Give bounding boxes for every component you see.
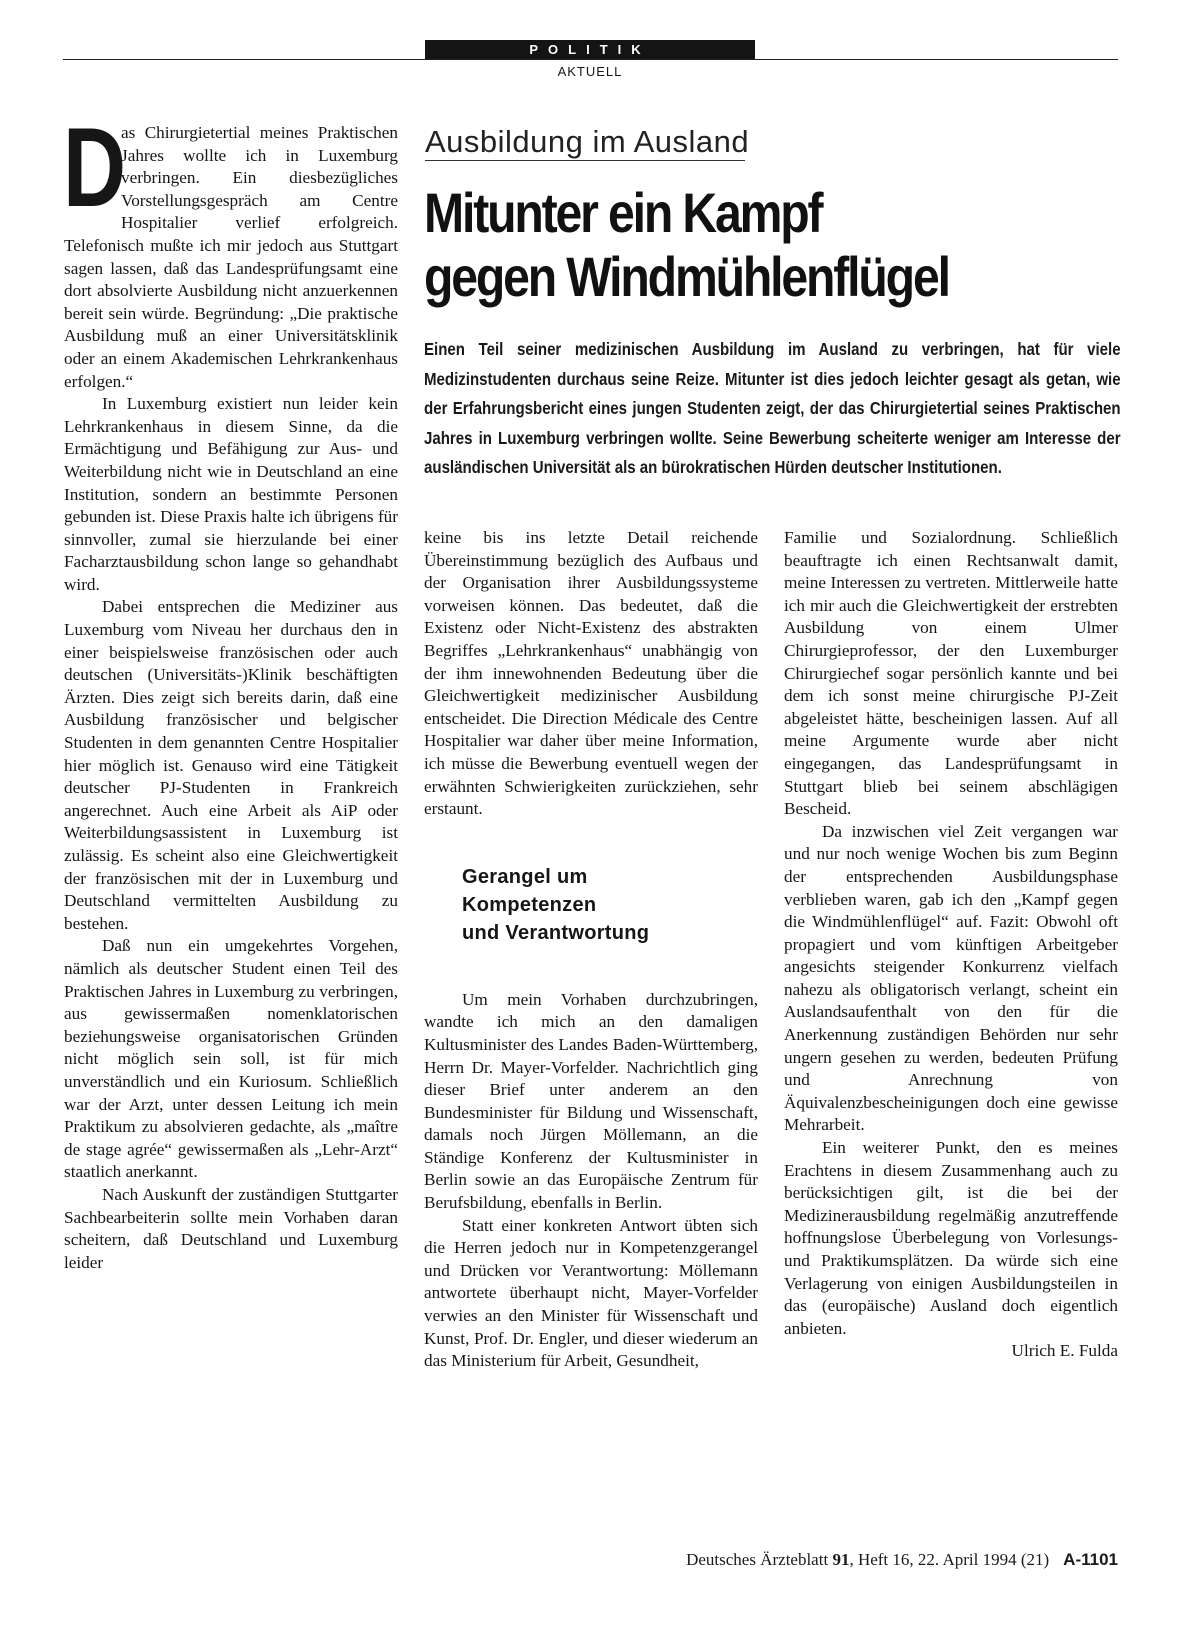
signature-row [784,1340,1118,1363]
article-kicker: Ausbildung im Ausland [425,124,750,159]
headline-line-2: gegen Windmühlenflügel [424,245,949,308]
body-paragraph: Nach Auskunft der zuständigen Stuttgarter Sachbearbeiterin sollte mein Vorhaben daran scheitern, daß Deutschland und Luxemburg leider [64,1184,398,1272]
page-footer [686,1550,1118,1570]
body-paragraph: Statt einer konkreten Antwort übten sich die Herren jedoch nur in Kompetenzgerangel und Drücken vor Verantwortung: Möllemann antwortete überhaupt nicht, Mayer-Vorfelder verwies an den Minister für Wissenschaft und Kunst, Prof. Dr. Engler, und dieser wiederum an das Ministerium für Arbeit, Gesundheit, [424,1215,758,1371]
column-2 [424,527,758,1373]
body-paragraph: Familie und Sozialordnung. Schließlich beauftragte ich einen Rechtsanwalt damit, meine Interessen zu vertreten. Mittlerweile hatte ich mir auch die Gleichwertigkeit der erstrebten Ausbildung von einem Ulmer Chirurgieprofessor, der den Luxemburger Chirurgiechef sogar persönlich kannte und bei dem ich sonst meine chirurgische PJ-Zeit abgeleistet hätte, bescheinigen lassen. Auf all meine Argumente wurde aber nicht eingegangen, das Landesprüfungsamt in Stuttgart blieb bei seinem abschlägigen Bescheid. [784,528,1118,819]
issue-info: , Heft 16, 22. April 1994 (21) [849,1550,1050,1569]
column-3 [784,527,1118,1363]
section-label: POLITIK [425,40,755,60]
journal-name: Deutsches Ärzteblatt [686,1550,829,1569]
article-headline [424,181,1026,309]
article-lead: Einen Teil seiner medizinischen Ausbildung im Ausland zu verbringen, hat für viele Medizinstudenten durchaus seine Reize. Mitunter ist dies jedoch leichter gesagt als getan, wie der Erfahrungsbericht eines jungen Studenten zeigt, der das Chirurgietertial seines Praktischen Jahres in Luxemburg verbringen wollte. Seine Bewerbung scheiterte weniger am Interesse der ausländischen Universität als an bürokratischen Hürden deutscher Institutionen. [424,339,1121,477]
author-name: Ulrich E. Fulda [1011,1341,1118,1361]
kicker-underline [425,160,745,161]
subheading-line: Kompetenzen [462,893,597,916]
body-paragraph: Daß nun ein umgekehrtes Vorgehen, nämlich als deutscher Student einen Teil des Praktischen Jahres in Luxemburg zu verbringen, aus gewissermaßen nomenklatorischen beziehungsweise organisatorischen Gründen nicht möglich sein soll, ist für mich unverständlich und ein Kuriosum. Schließlich war der Arzt, unter dessen Leitung ich mein Praktikum zu absolvieren gedachte, als „maître de stage agrée“ gewissermaßen als „Lehr-Arzt“ staatlich anerkannt. [64,936,398,1182]
subheading-line: Gerangel um [462,865,588,888]
drop-cap: D [63,105,127,230]
body-paragraph: Da inzwischen viel Zeit vergangen war und nur noch wenige Wochen bis zum Beginn der entsprechenden Ausbildungsphase verblieben waren, gab ich den „Kampf gegen die Windmühlenflügel“ auf. Fazit: Obwohl oft propagiert und vom künftigen Arbeitgeber angesichts steigender Konkurrenz vielfach nahezu als obligatorisch verlangt, scheint ein Auslandsaufenthalt von den für die Anerkennung zuständigen Behörden nur sehr ungern gesehen zu werden, bedeuten Prüfung und Anrechnung von Äquivalenzbescheinigungen doch eine gewisse Mehrarbeit. [784,821,1118,1135]
header-rule [63,59,1118,60]
subheading-line: und Verantwortung [462,921,650,944]
headline-line-1: Mitunter ein Kampf [424,181,822,244]
journal-volume: 91 [832,1550,850,1569]
body-paragraph: Um mein Vorhaben durchzubringen, wandte ich mich an den damaligen Kultusminister des Landes Baden-Württemberg, Herrn Dr. Mayer-Vorfelder. Nachrichtlich ging dieser Brief unter anderem an den Bundesminister für Bildung und Wissenschaft, damals noch Jürgen Möllemann, an die Ständige Konferenz der Kultusminister in Berlin sowie an das Europäische Zentrum für Berufsbildung, ebenfalls in Berlin. [424,989,758,1213]
column-1 [63,105,398,1274]
subheading [462,863,758,947]
body-paragraph: keine bis ins letzte Detail reichende Übereinstimmung bezüglich des Aufbaus und der Organisation ihrer Ausbildungssysteme vorweisen können. Das bedeutet, daß die Existenz oder Nicht-Existenz des abstrakten Begriffes „Lehrkrankenhaus“ unabhängig von der ihm innewohnenden Bedeutung über die Gleichwertigkeit medizinischer Ausbildung entscheidet. Die Direction Médicale des Centre Hospitalier war daher über meine Information, ich müsse die Bewerbung eventuell wegen der erwähnten Schwierigkeiten zurückziehen, sehr erstaunt. [424,528,758,819]
body-paragraph: In Luxemburg existiert nun leider kein Lehrkrankenhaus in diesem Sinne, da die Ermächtigung und Befähigung zur Aus- und Weiterbildung nicht wie in Deutschland an eine Institution, sondern an bestimmte Personen gebunden ist. Diese Praxis halte ich übrigens für sinnvoller, zumal sie hierzulande bei einer Facharztausbildung schon lange so gehandhabt wird. [64,394,398,594]
body-paragraph: as Chirurgietertial meines Praktischen Jahres wollte ich in Luxemburg verbringen. Ein diesbezügliches Vorstellungsgespräch am Centre Hospitalier verlief erfolgreich. Telefonisch mußte ich mir jedoch aus Stuttgart sagen lassen, daß das Landesprüfungsamt eine dort absolvierte Ausbildung nicht anzuerkennen bereit sein würde. Begründung: „Die praktische Ausbildung muß an einer Universitätsklinik oder an einem Akademischen Lehrkrankenhaus erfolgen.“ [64,123,398,391]
subsection-label: AKTUELL [557,64,623,79]
body-paragraph: Dabei entsprechen die Mediziner aus Luxemburg vom Niveau her durchaus den in einer beispielsweise französischen oder auch deutschen (Universitäts-)Klinik beschäftigten Ärzten. Dies zeigt sich bereits darin, daß eine Ausbildung französischer und belgischer Studenten in dem genannten Centre Hospitalier hier möglich ist. Genauso wird eine Tätigkeit deutscher PJ-Studenten in Frankreich angerechnet. Auch eine Arbeit als AiP oder Weiterbildungsassistent in Luxemburg ist zulässig. Es scheint also eine Gleichwertigkeit der französischen mit der in Luxemburg und Deutschland vermittelten Ausbildung zu bestehen. [64,597,398,933]
page-number: A-1101 [1063,1550,1118,1569]
body-paragraph: Ein weiterer Punkt, den es meines Erachtens in diesem Zusammenhang auch zu berücksichtigen gilt, ist die bei der Medizinerausbildung regelmäßig anzutreffende hoffnungslose Überbelegung von Vorlesungs- und Praktikumsplätzen. Da würde sich eine Verlagerung von einigen Ausbildungsteilen in das (europäische) Ausland doch eigentlich anbieten. [784,1138,1118,1338]
